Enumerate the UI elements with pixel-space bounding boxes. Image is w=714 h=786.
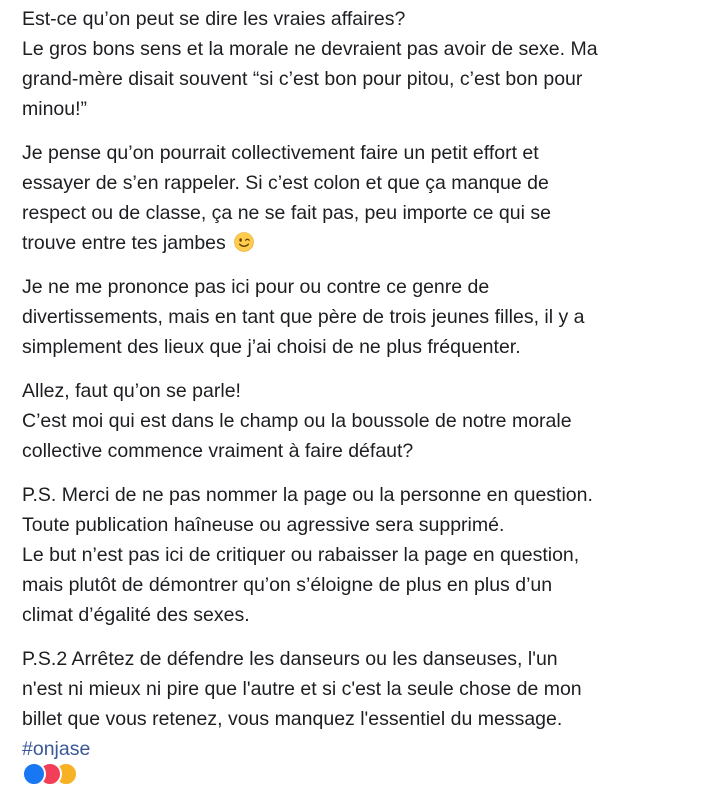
paragraph-question — [22, 376, 702, 466]
text-line: P.S.2 Arrêtez de défendre les danseurs ou les danseuses, l'un — [22, 648, 558, 670]
text-line: Le gros bons sens et la morale ne devraient pas avoir de sexe. Ma — [22, 38, 598, 60]
text-line: mais plutôt de démontrer qu’on s’éloigne de plus en plus d’un — [22, 574, 553, 596]
text-line: trouve entre tes jambes — [22, 232, 226, 254]
text-line: P.S. Merci de ne pas nommer la page ou la personne en question. — [22, 484, 593, 506]
text-line: respect ou de classe, ça ne se fait pas, peu importe ce qui se — [22, 202, 551, 224]
text-line: Allez, faut qu’on se parle! — [22, 380, 241, 402]
post-body — [22, 4, 702, 778]
text-line: grand-mère disait souvent “si c’est bon pour pitou, c’est bon pour — [22, 68, 583, 90]
text-line: climat d’égalité des sexes. — [22, 604, 250, 626]
text-line: simplement des lieux que j’ai choisi de ne plus fréquenter. — [22, 336, 521, 358]
paragraph-intro — [22, 4, 702, 124]
text-line: C’est moi qui est dans le champ ou la boussole de notre morale — [22, 410, 572, 432]
paragraph-ps2 — [22, 644, 702, 764]
text-line: Le but n’est pas ici de critiquer ou rabaisser la page en question, — [22, 544, 580, 566]
text-line: n'est ni mieux ni pire que l'autre et si c'est la seule chose de mon — [22, 678, 582, 700]
paragraph-effort — [22, 138, 702, 258]
winking-face-emoji — [234, 232, 254, 252]
text-line: divertissements, mais en tant que père de trois jeunes filles, il y a — [22, 306, 585, 328]
text-line: Je pense qu’on pourrait collectivement faire un petit effort et — [22, 142, 539, 164]
text-line: minou!” — [22, 98, 88, 120]
hashtag-link[interactable]: #onjase — [22, 738, 91, 760]
text-line: Je ne me prononce pas ici pour ou contre ce genre de — [22, 276, 490, 298]
like-reaction-icon[interactable] — [22, 762, 46, 786]
text-line: essayer de s’en rappeler. Si c’est colon et que ça manque de — [22, 172, 549, 194]
text-line-with-emoji — [22, 228, 702, 258]
text-line: Est-ce qu’on peut se dire les vraies affaires? — [22, 8, 406, 30]
text-line: Toute publication haîneuse ou agressive sera supprimé. — [22, 514, 505, 536]
paragraph-position — [22, 272, 702, 362]
text-line: billet que vous retenez, vous manquez l'essentiel du message. — [22, 708, 563, 730]
text-line: collective commence vraiment à faire défaut? — [22, 440, 414, 462]
paragraph-ps — [22, 480, 702, 630]
